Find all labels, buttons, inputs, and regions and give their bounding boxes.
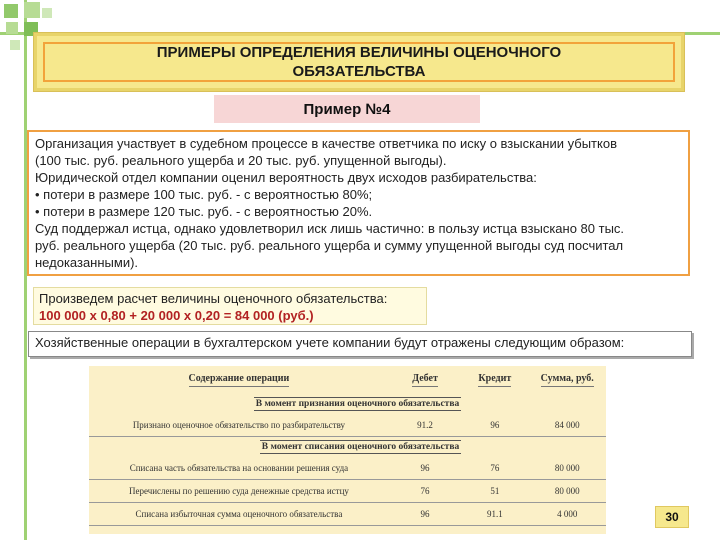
decor-square [42,8,52,18]
header-amount: Сумма, руб. [541,373,594,387]
header-operation: Содержание операции [189,373,290,387]
table-row [89,480,606,503]
cell-amount: 80 000 [528,457,606,480]
slide-title-box [34,33,684,91]
cell-operation: Списана избыточная сумма оценочного обязательства [89,503,389,526]
case-line: Юридической отдел компании оценил вероятность двух исходов разбирательства: [35,170,537,185]
cell-amount: 84 000 [528,414,606,437]
title-line-2: ОБЯЗАТЕЛЬСТВА [292,63,426,80]
decor-square [10,40,20,50]
case-line: • потери в размере 100 тыс. руб. - с вероятностью 80%; [35,187,373,202]
decor-square [6,22,18,34]
cell-credit: 51 [461,480,528,503]
cell-amount: 80 000 [528,480,606,503]
example-label: Пример №4 [214,95,480,123]
case-line: • потери в размере 120 тыс. руб. - с вероятностью 20%. [35,204,373,219]
cell-credit: 91.1 [461,503,528,526]
calculation-formula: 100 000 х 0,80 + 20 000 х 0,20 = 84 000 (руб.) [39,308,314,323]
slide-title [43,42,675,82]
cell-operation: Признано оценочное обязательство по разбирательству [89,414,389,437]
operations-intro: Хозяйственные операции в бухгалтерском учете компании будут отражены следующим образом: [28,331,692,357]
cell-amount: 4 000 [528,503,606,526]
section-title: В момент списания оценочного обязательства [261,442,460,452]
cell-operation: Списана часть обязательства на основании решения суда [89,457,389,480]
cell-operation: Перечислены по решению суда денежные средства истцу [89,480,389,503]
header-credit: Кредит [478,373,511,387]
case-line: недоказанными). [35,255,139,270]
calculation-intro: Произведем расчет величины оценочного обязательства: [39,291,388,306]
case-line: руб. реального ущерба (20 тыс. руб. реального ущерба и сумму упущенной выгоды суд посчитал [35,238,624,253]
cell-debit: 96 [389,503,461,526]
header-debit: Дебет [412,373,438,387]
table-header-row [89,366,606,394]
section-title: В момент признания оценочного обязательства [255,399,460,409]
case-description [27,130,690,276]
cell-debit: 91.2 [389,414,461,437]
cell-debit: 76 [389,480,461,503]
page-number: 30 [655,506,689,528]
calculation-box [33,287,427,325]
case-line: Суд поддержал истца, однако удовлетворил иск лишь частично: в пользу истца взыскано 80 тыс. [35,221,625,236]
table-section-row [89,437,606,457]
table-row [89,503,606,526]
cell-credit: 76 [461,457,528,480]
cell-credit: 96 [461,414,528,437]
case-line: Организация участвует в судебном процессе в качестве ответчика по иску о взыскании убытков [35,136,617,151]
decor-square [24,2,40,18]
table-row [89,414,606,437]
cell-debit: 96 [389,457,461,480]
title-line-1: ПРИМЕРЫ ОПРЕДЕЛЕНИЯ ВЕЛИЧИНЫ ОЦЕНОЧНОГО [156,44,562,61]
operations-table [89,366,606,534]
table-row [89,457,606,480]
case-line: (100 тыс. руб. реального ущерба и 20 тыс. руб. упущенной выгоды). [35,153,447,168]
decor-square [4,4,18,18]
table-section-row [89,394,606,414]
